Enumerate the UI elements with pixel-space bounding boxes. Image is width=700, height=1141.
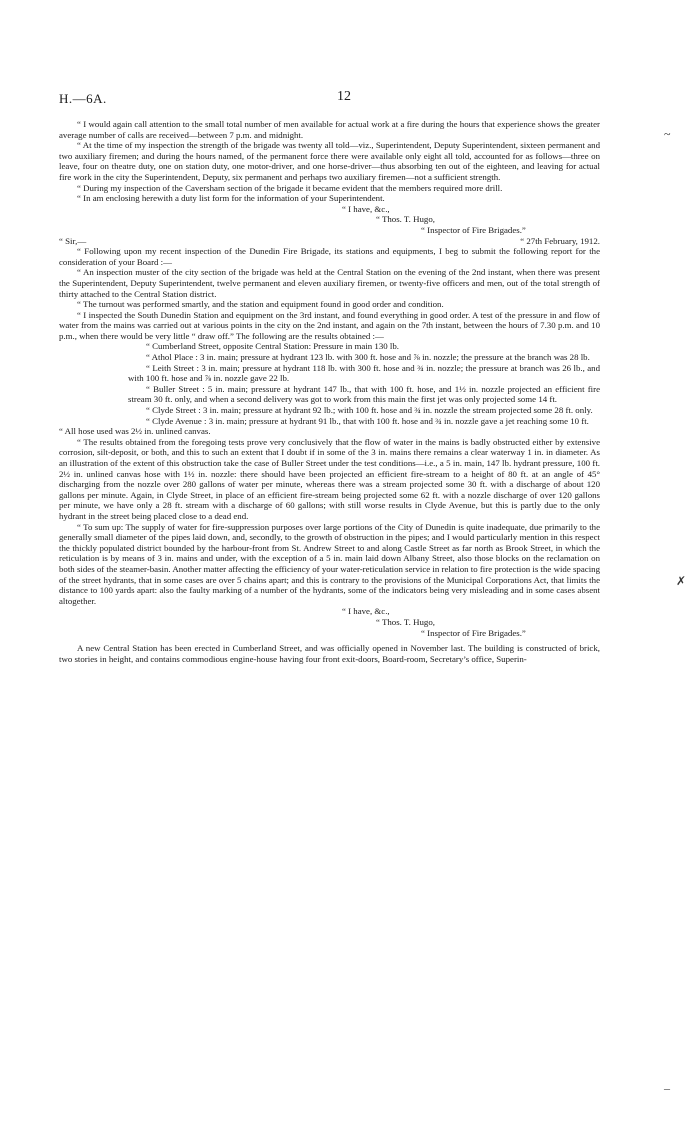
page-number: 12	[337, 89, 351, 104]
test-result: “ Clyde Street : 3 in. main; pressure at hydrant 92 lb.; with 100 ft. hose and ¾ in. nozzle the stream projected some 28 ft. only.	[146, 405, 593, 416]
paragraph: A new Central Station has been erected in Cumberland Street, and was officially opened in November last. The building is constructed of brick, two stories in height, and contains commodious engine-house having four front exit-doors, Board-room, Secretary’s office, Superin-	[59, 643, 600, 664]
letter-date: “ 27th February, 1912.	[520, 235, 600, 246]
paragraph: “ In am enclosing herewith a duty list form for the information of your Superintendent.	[77, 193, 385, 204]
margin-mark: –	[664, 1081, 670, 1095]
test-result: “ Clyde Avenue : 3 in. main; pressure at hydrant 91 lb., that with 100 ft. hose and ¾ in. nozzle gave a jet reaching some 10 ft.	[146, 415, 589, 426]
paragraph: “ I would again call attention to the small total number of men available for actual work at a fire during the hours that experience shows the greater average number of calls are received—between 7 p.m. and midnight.	[59, 119, 600, 140]
letter-heading	[59, 236, 600, 247]
paragraph: “ To sum up: The supply of water for fire-suppression purposes over large portions of the City of Dunedin is quite inadequate, due primarily to the generally small diameter of the pipes laid down, and, secondly, to the growth of obstruction in the pipes; and I would particularly mention in this respect the thickly populated district bounded by the harbour-front from St. Andrew Street to and along Castle Street as far north as Brook Street, in which the reticulation is by means of 3 in. mains and under, with the exception of a 5 in. main laid down Albany Street, also those blocks on the reclamation on both sides of the steamer-basin. Another matter affecting the efficiency of your water-reticulation service in relation to fire protection is the wide spacing of the street hydrants, that in some cases are over 5 chains apart; and this is contrary to the provisions of the Municipal Corporations Act, that limits the distance to 100 yards apart: also the faulty marking of a number of the hydrants, some of the indicators being very misleading and in some cases absent altogether.	[59, 521, 600, 606]
margin-mark: ✗	[676, 574, 687, 588]
test-result: “ Cumberland Street, opposite Central Station: Pressure in main 130 lb.	[146, 341, 399, 352]
paragraph: “ The turnout was performed smartly, and the station and equipment found in good order and condition.	[77, 299, 444, 310]
signature-closing: “ I have, &c.,	[342, 606, 390, 617]
paragraph: “ During my inspection of the Caversham section of the brigade it became evident that the members required more drill.	[77, 182, 503, 193]
salutation: “ Sir,—	[59, 235, 87, 246]
signature-name: “ Thos. T. Hugo,	[376, 214, 435, 225]
margin-mark: ~	[664, 127, 671, 141]
signature-name: “ Thos. T. Hugo,	[376, 616, 435, 627]
test-result: “ Athol Place : 3 in. main; pressure at hydrant 123 lb. with 300 ft. hose and ⅞ in. nozzle; the pressure at the branch was 28 lb.	[146, 352, 590, 363]
paragraph: “ At the time of my inspection the strength of the brigade was twenty all told—viz., Superintendent, Deputy Superintendent, sixteen permanent and two auxiliary firemen; and during the hours named, of the permanent force there were available only eight all told, accounted for as follows—three on leave, four on theatre duty, one on station duty, one motor-driver, and one horse-driver—thus absorbing ten out of the eighteen, and leaving for actual fire work in the city the Superintendent, Deputy, six permanent and perhaps two auxiliary firemen—not a sufficient strength.	[59, 140, 600, 182]
paragraph: “ Following upon my recent inspection of the Dunedin Fire Brigade, its stations and equipments, I beg to submit the following report for the consideration of your Board :—	[59, 246, 600, 267]
document-reference: H.—6A.	[59, 91, 107, 106]
paragraph: “ I inspected the South Dunedin Station and equipment on the 3rd instant, and found everything in good order. A test of the pressure in and flow of water from the mains was carried out at various points in the city on the 2nd instant, and again on the 7th instant, between the hours of 7.30 p.m. and 10 p.m., when there would be very little “ draw off.” The following are the results obtained :—	[59, 309, 600, 341]
paragraph: “ An inspection muster of the city section of the brigade was held at the Central Station on the evening of the 2nd instant, when there was present the Superintendent, Deputy Superintendent, twelve permanent and eleven auxiliary firemen, or twenty-five officers and men, out of the total strength of thirty attached to the Central Station district.	[59, 267, 600, 299]
test-result: “ Buller Street : 5 in. main; pressure at hydrant 147 lb., that with 100 ft. hose, and 1½ in. nozzle projected an efficient fire stream 30 ft. only, and when a second delivery was got to work from this main the first jet was only projected some 14 ft.	[128, 383, 600, 405]
signature-closing: “ I have, &c.,	[342, 203, 390, 214]
test-result: “ Leith Street : 3 in. main; pressure at hydrant 118 lb. with 300 ft. hose and ¾ in. nozzle; the pressure at branch was 26 lb., and with 100 ft. hose and ⅞ in. nozzle gave 22 lb.	[128, 362, 600, 384]
signature-title: “ Inspector of Fire Brigades.”	[421, 627, 526, 638]
document-body	[59, 119, 600, 664]
signature-title: “ Inspector of Fire Brigades.”	[421, 224, 526, 235]
hose-note: “ All hose used was 2½ in. unlined canvas.	[59, 426, 211, 437]
paragraph: “ The results obtained from the foregoing tests prove very conclusively that the flow of water in the mains is badly obstructed either by extensive corrosion, silt-deposit, or both, and this to such an extent that I doubt if in some of the 3 in. mains there remains a clear waterway 1 in. in diameter. As an illustration of the extent of this obstruction take the case of Buller Street under the test conditions—i.e., a 5 in. main, 147 lb. hydrant pressure, 100 ft. 2½ in. unlined canvas hose with 1½ in. nozzle: there should have been projected an efficient fire-stream to a height of 80 ft. at an angle of 45° discharging from the nozzle over 280 gallons of water per minute, whereas there was a stream projected some 30 ft. with a discharge of about 120 gallons per minute. Again, in Clyde Street, in place of an efficient fire-stream being projected some 62 ft. with a nozzle discharge of over 120 gallons per minute, we have only a 28 ft. stream with a discharge of 60 gallons; with still worse results in Clyde Avenue, but this is partly due to the only hydrant in the street being placed close to a dead end.	[59, 436, 600, 521]
